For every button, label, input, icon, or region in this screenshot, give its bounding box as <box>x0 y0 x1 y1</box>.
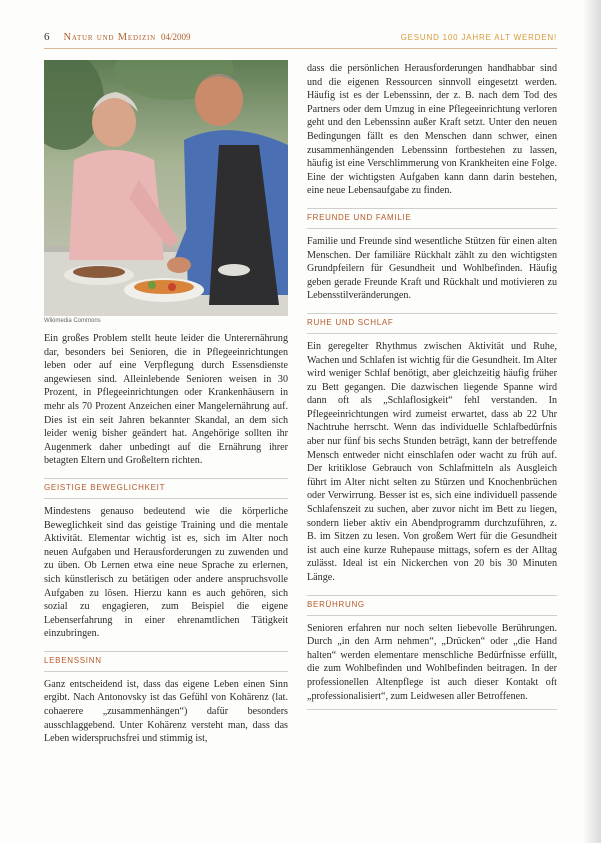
section-text: Mindestens genauso bedeutend wie die körperliche Beweglichkeit sind das geistige Training und die mentale Aktivität. Elementar wichtig ist es, sich im Alter noch neuen Aufgaben und Herausforderungen zu zuwenden und zu üben. Ob Lernen etwa eine neue Sprache zu erlernen, sich künstlerisch zu betätigen oder andere anspruchsvolle Aufgaben zu lösen. Hierzu kann es auch gehören, sich sozial zu engagieren, zum Beispiel die eigene Lebenserfahrung in einer ehrenamtlichen Tätigkeit einzubringen. <box>44 505 288 640</box>
section-text: Ein geregelter Rhythmus zwischen Aktivität und Ruhe, Wachen und Schlafen ist wichtig für die Gesundheit. Im Alter wird weniger Schlaf benötigt, aber gleichzeitig häufig früher zu Bett gegangen. Die dazwischen liegende Spanne wird dann oft als „Schlaflosigkeit“ fehl verstanden. In Pflegeeinrichtungen wird zumeist erwartet, dass ab 22 Uhr Nachtruhe herrscht. Wenn das individuelle Schlafbedürfnis aber nur fünf bis sechs Stunden beträgt, kann der betreffende Mensch entweder nicht einschlafen oder wacht zu früh auf. Der kritiklose Gebrauch von Schlafmitteln als Ausgleich führt im Alter nicht selten zu Stürzen und Knochenbrüchen oder Verwirrung. Besser ist es, sich eine individuell passende Schlafenszeit zu suchen, aber zuvor nicht im Bett zu liegen, sondern lieber aktiv ein Abendprogramm durchzuführen, z. B. im Sitzen zu lesen. Von großem Wert für die Gesundheit ist auch eine kurze Ruhepause mittags, sofern es der Alltag zulässt. Ideal ist ein Nickerchen von 20 bis 30 Minuten Länge. <box>307 340 557 583</box>
scan-edge-shadow <box>583 0 601 843</box>
section-text: Familie und Freunde sind wesentliche Stützen für einen alten Menschen. Der familiäre Rückhalt zählt zu den wichtigsten Grundpfeilern für Gesundheit und Wohlbefinden. Häufig geben gerade Freunde Kraft und Rückhalt und motivieren zu Lebensstilveränderungen. <box>307 235 557 302</box>
section-beruehrung <box>307 595 557 711</box>
magazine-title: Natur und Medizin <box>63 31 157 43</box>
page-header <box>44 28 557 46</box>
section-ruhe-und-schlaf <box>307 313 557 585</box>
section-heading: RUHE UND SCHLAF <box>307 313 557 334</box>
section-heading: BERÜHRUNG <box>307 595 557 616</box>
intro-paragraph: Ein großes Problem stellt heute leider die Unterernährung dar, besonders bei Senioren, die in Pflegeeinrichtungen leben oder auf eine Verpflegung durch Essensdienste angewiesen sind. Alleinlebende Senioren weisen in 30 Prozent, in Pflegeeinrichtungen oder Krankenhäusern in mehr als 70 Prozent Anzeichen einer Mangelernährung auf. Dies ist ein seit Jahren bekannter Skandal, an dem sich leider wenig bisher geändert hat. Angehörige sollten ihr Augenmerk daher unbedingt auf die Ernährung ihrer betagten Eltern und Großeltern richten. <box>44 333 288 467</box>
page-number: 6 <box>44 31 50 43</box>
section-heading: FREUNDE UND FAMILIE <box>307 208 557 229</box>
continuation-paragraph: dass die persönlichen Herausforderungen handhabbar sind und die eigenen Ressourcen sinnvoll eingesetzt werden. Häufig ist es der Lebenssinn, der z. B. nach dem Tod des Partners oder dem Umzug in eine Pflegeeinrichtung verloren geht und den Lebenssinn außer Kraft setzt. Unter den neuen Bedingungen fällt es den Menschen dann schwer, einen zusammenhängenden Lebenssinn fortbestehen zu lassen, häufig ist eine Verschlimmerung von Krankheiten eine Folge. Eine der wichtigsten Aufgaben kann dann darin bestehen, eine neue Lebensaufgabe zu finden. <box>307 63 557 197</box>
section-heading: LEBENSSINN <box>44 651 288 672</box>
magazine-issue: 04/2009 <box>161 32 191 42</box>
section-freunde-und-familie <box>307 208 557 303</box>
left-column <box>44 60 288 746</box>
right-column <box>307 62 557 710</box>
article-photo <box>44 60 288 316</box>
header-divider <box>44 48 557 49</box>
section-text: Senioren erfahren nur noch selten liebevolle Berührungen. Durch „in den Arm nehmen“, „Drücken“ oder „die Hand halten“ werden elementare menschliche Bedürfnisse erfüllt, die zum Wohlbefinden und Wohlbefinden beitragen. In der professionellen Altenpflege ist auch dieser Kontakt oft „professionalisiert“, zum Leidwesen aller Betroffenen. <box>307 622 557 702</box>
section-heading: GEISTIGE BEWEGLICHKEIT <box>44 478 288 499</box>
section-geistige-beweglichkeit <box>44 478 288 641</box>
photo-illustration <box>44 60 288 316</box>
running-title: GESUND 100 JAHRE ALT WERDEN! <box>400 32 557 42</box>
section-lebenssinn <box>44 651 288 746</box>
section-text: Ganz entscheidend ist, dass das eigene Leben einen Sinn ergibt. Nach Antonovsky ist das Gefühl von Kohärenz (lat. cohaerere „zusammenhängen“) dafür besonders ausschlaggebend. Unter Kohärenz versteht man, dass das Leben widerspruchsfrei und stimmig ist, <box>44 678 288 745</box>
photo-caption: Wikimedia Commons <box>44 318 101 324</box>
column-end-rule <box>307 709 557 710</box>
